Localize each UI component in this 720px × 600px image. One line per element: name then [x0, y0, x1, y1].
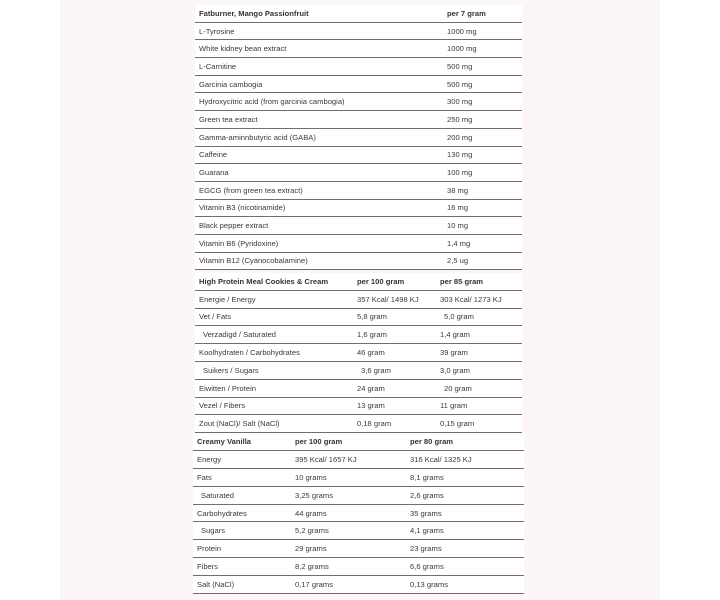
nutrient-value: 1000 mg: [443, 22, 522, 40]
nutrient-value: 0,17 grams: [291, 576, 406, 594]
nutrient-name: Saturated: [193, 486, 291, 504]
nutrient-name: Garcinia cambogia: [195, 75, 443, 93]
nutrient-value: 44 grams: [291, 504, 406, 522]
table-title: Fatburner, Mango Passionfruit: [195, 5, 443, 22]
table-row: [195, 344, 522, 362]
nutrient-value: 0,13 grams: [406, 576, 524, 594]
nutrient-value: 100 mg: [443, 164, 522, 182]
nutrient-name: Verzadigd / Saturated: [195, 326, 353, 344]
nutrient-name: Carbohydrates: [193, 504, 291, 522]
creamy-vanilla-table: [193, 433, 524, 594]
nutrient-value: 35 grams: [406, 504, 524, 522]
table-row: [195, 217, 522, 235]
nutrient-value: 303 Kcal/ 1273 KJ: [436, 290, 522, 308]
nutrient-value: 300 mg: [443, 93, 522, 111]
nutrient-name: Fibers: [193, 558, 291, 576]
table-title: High Protein Meal Cookies & Cream: [195, 273, 353, 290]
table-row: [193, 504, 524, 522]
table-header-row: [195, 5, 522, 22]
nutrient-value: 20 gram: [436, 379, 522, 397]
nutrient-value: 6,6 grams: [406, 558, 524, 576]
nutrient-value: 8,1 grams: [406, 468, 524, 486]
nutrient-name: Hydroxycitric acid (from garcinia cambogia): [195, 93, 443, 111]
nutrient-value: 39 gram: [436, 344, 522, 362]
nutrient-value: 0,18 gram: [353, 415, 436, 433]
nutrient-name: Vitamin B6 (Pyridoxine): [195, 234, 443, 252]
table-row: [195, 308, 522, 326]
nutrient-value: 10 grams: [291, 468, 406, 486]
column-header: per 85 gram: [436, 273, 522, 290]
table-row: [193, 540, 524, 558]
nutrient-name: Caffeine: [195, 146, 443, 164]
nutrient-value: 1000 mg: [443, 40, 522, 58]
table-row: [193, 486, 524, 504]
column-header: per 7 gram: [443, 5, 522, 22]
nutrient-name: Zout (NaCl)/ Salt (NaCl): [195, 415, 353, 433]
nutrient-name: Protein: [193, 540, 291, 558]
nutrient-value: 16 mg: [443, 199, 522, 217]
nutrient-value: 250 mg: [443, 111, 522, 129]
nutrient-name: Black pepper extract: [195, 217, 443, 235]
fatburner-table: [195, 5, 522, 270]
column-header: per 100 gram: [353, 273, 436, 290]
table-row: [195, 290, 522, 308]
table-row: [195, 164, 522, 182]
nutrient-value: 1,4 mg: [443, 234, 522, 252]
table-row: [195, 128, 522, 146]
nutrient-value: 11 gram: [436, 397, 522, 415]
table-row: [195, 415, 522, 433]
table-row: [195, 397, 522, 415]
table-row: [195, 93, 522, 111]
nutrient-value: 130 mg: [443, 146, 522, 164]
nutrient-value: 1,6 gram: [353, 326, 436, 344]
nutrient-value: 500 mg: [443, 75, 522, 93]
nutrient-name: Energy: [193, 450, 291, 468]
nutrient-value: 3,6 gram: [353, 361, 436, 379]
table-row: [193, 558, 524, 576]
nutrient-name: Suikers / Sugars: [195, 361, 353, 379]
table-row: [195, 379, 522, 397]
table-header-row: [195, 273, 522, 290]
nutrient-name: Energie / Energy: [195, 290, 353, 308]
table-row: [193, 576, 524, 594]
table-row: [195, 40, 522, 58]
nutrient-name: L-Tyrosine: [195, 22, 443, 40]
nutrient-name: Vitamin B3 (nicotinamide): [195, 199, 443, 217]
nutrient-value: 38 mg: [443, 181, 522, 199]
nutrient-name: Salt (NaCl): [193, 576, 291, 594]
nutrient-value: 8,2 grams: [291, 558, 406, 576]
nutrient-value: 5,2 grams: [291, 522, 406, 540]
nutrient-name: White kidney bean extract: [195, 40, 443, 58]
nutrient-value: 3,25 grams: [291, 486, 406, 504]
nutrient-value: 2,5 ug: [443, 252, 522, 270]
table-title: Creamy Vanilla: [193, 433, 291, 450]
nutrient-value: 500 mg: [443, 58, 522, 76]
nutrient-name: Koolhydraten / Carbohydrates: [195, 344, 353, 362]
nutrient-value: 24 gram: [353, 379, 436, 397]
nutrient-name: Guarana: [195, 164, 443, 182]
nutrient-value: 357 Kcal/ 1498 KJ: [353, 290, 436, 308]
nutrient-value: 395 Kcal/ 1657 KJ: [291, 450, 406, 468]
table-row: [193, 468, 524, 486]
nutrient-value: 13 gram: [353, 397, 436, 415]
table-row: [195, 146, 522, 164]
nutrient-value: 2,6 grams: [406, 486, 524, 504]
table-row: [195, 199, 522, 217]
nutrient-value: 0,15 gram: [436, 415, 522, 433]
nutrient-value: 29 grams: [291, 540, 406, 558]
table-row: [195, 22, 522, 40]
nutrient-name: Eiwitten / Protein: [195, 379, 353, 397]
nutrient-value: 3,0 gram: [436, 361, 522, 379]
nutrient-value: 4,1 grams: [406, 522, 524, 540]
nutrient-value: 5,0 gram: [436, 308, 522, 326]
nutrient-name: Sugars: [193, 522, 291, 540]
table-row: [195, 252, 522, 270]
nutrient-value: 316 Kcal/ 1325 KJ: [406, 450, 524, 468]
table-header-row: [193, 433, 524, 450]
table-row: [193, 450, 524, 468]
table-row: [195, 234, 522, 252]
nutrient-value: 200 mg: [443, 128, 522, 146]
cookies-cream-table: [195, 273, 522, 433]
table-row: [195, 111, 522, 129]
table-row: [195, 361, 522, 379]
nutrient-value: 1,4 gram: [436, 326, 522, 344]
table-row: [195, 58, 522, 76]
nutrient-value: 46 gram: [353, 344, 436, 362]
nutrient-name: Gamma-aminnbutyric acid (GABA): [195, 128, 443, 146]
nutrient-name: EGCG (from green tea extract): [195, 181, 443, 199]
table-row: [195, 75, 522, 93]
table-row: [195, 326, 522, 344]
nutrient-name: L-Carnitine: [195, 58, 443, 76]
table-row: [195, 181, 522, 199]
nutrient-value: 10 mg: [443, 217, 522, 235]
column-header: per 80 gram: [406, 433, 524, 450]
nutrient-name: Fats: [193, 468, 291, 486]
nutrient-name: Green tea extract: [195, 111, 443, 129]
column-header: per 100 gram: [291, 433, 406, 450]
nutrient-value: 23 grams: [406, 540, 524, 558]
table-row: [193, 522, 524, 540]
nutrient-name: Vitamin B12 (Cyanocobalamine): [195, 252, 443, 270]
nutrient-name: Vet / Fats: [195, 308, 353, 326]
nutrient-value: 5,8 gram: [353, 308, 436, 326]
nutrient-name: Vezel / Fibers: [195, 397, 353, 415]
